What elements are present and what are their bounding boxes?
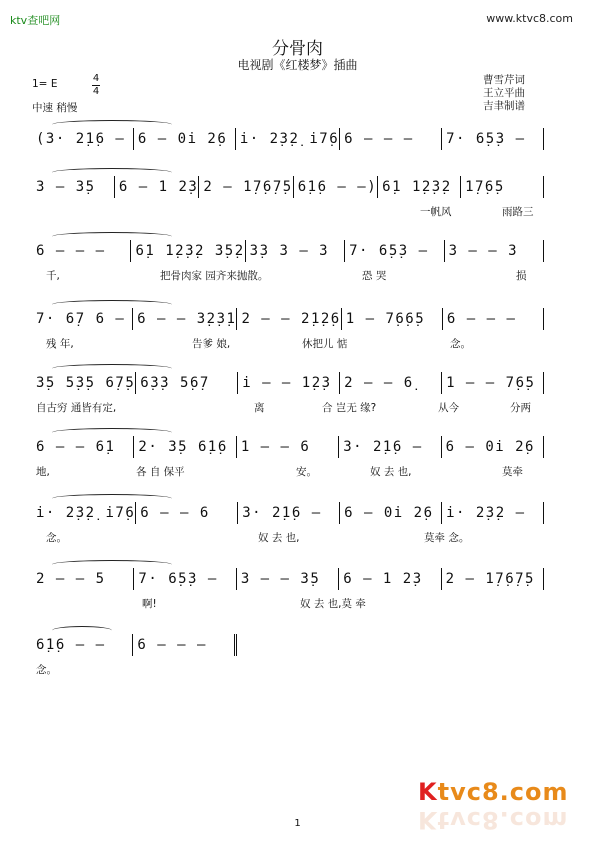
time-signature-bottom: 4 [92,86,100,97]
slur-mark [52,364,172,373]
lyric-text: 莫牵 [502,466,523,478]
lyric-text: 奴 去 也, [258,532,300,544]
measure: 1 — 7̣6̣6̣5 [342,308,443,330]
lyrics-line [32,400,544,414]
tempo-marking: 中速 稍慢 [32,102,78,114]
staff-notes [32,128,544,150]
lyrics-line [32,268,544,282]
slur-mark [52,168,172,177]
measure: 3 — — 3 [445,240,544,262]
lyrics-line [32,336,544,350]
measure: 6̣1 1̣2̣3̣2 [378,176,461,198]
lyric-text: 啊! [142,598,157,610]
measure: 7· 6̣5̣3 — [442,128,544,150]
site-url-right[interactable]: www.ktvc8.com [486,12,573,25]
lyric-text: 损 [516,270,527,282]
lyric-text: 雨路三 [502,206,534,218]
slur-mark [52,428,172,437]
arranger-credit: 吉聿制谱 [483,100,525,112]
lyrics-line [32,204,544,218]
site-name-left[interactable]: ktv查吧网 [10,14,61,27]
key-signature: 1= E [32,78,58,90]
lyric-text: 从今 [438,402,459,414]
measure: 6 — 1 2̣3 [339,568,441,590]
measure: 1 — — 6 [237,436,339,458]
measure: 3̣3 3 — 3 [246,240,345,262]
measure: 7· 6̣5̣3 — [345,240,444,262]
time-signature [92,74,100,97]
slur-mark [52,120,172,129]
lyric-text: 念。 [46,532,67,544]
measure: 6̣1̣6 — — [32,634,133,656]
measure: 6 — 0i 2̣6 [340,502,442,524]
measure: i· 2̣3̣2̣ i7̣6 [236,128,340,150]
measure: 6 — — 6̣1 [32,436,134,458]
measure: 2 — — 6̣ [340,372,442,394]
logo-letter-k: K [418,778,438,806]
staff-notes [32,176,544,198]
measure: (3· 2̣1̣6 — [32,128,134,150]
lyric-text: 安。 [296,466,317,478]
lyric-text: 念。 [450,338,471,350]
song-subtitle: 电视剧《红楼梦》插曲 [237,58,358,72]
staff-notes [32,634,237,656]
measure: 6 — — — [133,634,236,656]
slur-mark [52,300,172,309]
lyrics-line [32,662,237,676]
lyric-text: 休把儿 惦 [302,338,348,350]
logo-reflection-text: tvc8.com [437,806,569,834]
song-title: 分骨肉 [272,39,323,59]
measure: 6 — 0i 2̣6 [442,436,544,458]
measure: 6 — 1 2̣3 [115,176,199,198]
measure: 6 — — — [32,240,131,262]
lyric-text: 奴 去 也, [370,466,412,478]
measure: i· 2̣3̣2 — [442,502,544,524]
lyric-text: 地, [36,466,50,478]
lyric-text: 告爹 娘, [192,338,231,350]
lyric-text: 念。 [36,664,57,676]
slur-mark [52,494,172,503]
measure: 6̣1̣6 — —) [294,176,378,198]
lyric-text: 各 自 保平 [136,466,185,478]
ktvc8-logo [418,778,569,806]
measure: i· 2̣3̣2̣ i7̣6 [32,502,136,524]
measure: 2 — — 5 [32,568,134,590]
measure: 6 — — — [443,308,544,330]
measure: 6̣3̣3 5̣6̣7 [136,372,238,394]
lyric-text: 合 岂无 缘? [322,402,377,414]
lyric-text: 奴 去 也,莫 牵 [300,598,366,610]
lyricist-credit: 曹雪芹词 [483,74,525,86]
staff-notes [32,502,544,524]
measure: 3· 2̣1̣6 — [339,436,441,458]
measure: 3̣5 5̣3̣5 6̣7̣5 [32,372,136,394]
lyrics-line [32,596,544,610]
measure: 7· 6̣7 6 — [32,308,133,330]
lyrics-line [32,464,544,478]
measure: 6 — — — [340,128,442,150]
measure: 3 — — 3̣5 [237,568,339,590]
measure: 2 — 1̣7̣6̣7̣5 [442,568,544,590]
staff-notes [32,308,544,330]
staff-notes [32,240,544,262]
lyric-text: 恐 哭 [362,270,387,282]
measure: 1̣7̣6̣5 [461,176,544,198]
measure: 2· 3̣5 6̣1̣6 [134,436,236,458]
lyric-text: 千, [46,270,60,282]
lyric-text: 一帆风 [420,206,452,218]
measure: 7· 6̣5̣3 — [134,568,236,590]
measure: 3 — 3̣5 [32,176,115,198]
logo-reflection-k: K [418,806,438,834]
measure: 2 — 1̣7̣6̣7̣5 [199,176,293,198]
measure: 6 — — 3̣2̣3̣1 [133,308,237,330]
slur-mark [52,626,112,635]
slur-mark [52,232,172,241]
measure: i — — 1̣2̣3 [238,372,340,394]
staff-notes [32,568,544,590]
time-signature-top: 4 [92,73,100,84]
lyric-text: 离 [254,402,265,414]
staff-notes [32,436,544,458]
lyrics-line [32,530,544,544]
measure: 3· 2̣1̣6 — [238,502,340,524]
staff-notes [32,372,544,394]
composer-credit: 王立平曲 [483,87,525,99]
measure: 6̣1 1̣2̣3̣2 3̣5̣2 [131,240,245,262]
measure: 6 — — 6 [136,502,238,524]
lyric-text: 莫牵 念。 [424,532,470,544]
measure: 2 — — 2̣1̣2̣6 [237,308,341,330]
logo-text: tvc8.com [437,778,569,806]
page-number: 1 [294,818,301,829]
slur-mark [52,560,172,569]
lyric-text: 残 年, [46,338,74,350]
lyric-text: 把骨肉家 园齐来抛散。 [160,270,269,282]
measure: 1 — — 7̣6̣5 [442,372,544,394]
lyric-text: 自古穷 通皆有定, [36,402,117,414]
measure: 6 — 0i 2̣6 [134,128,236,150]
lyric-text: 分两 [510,402,531,414]
